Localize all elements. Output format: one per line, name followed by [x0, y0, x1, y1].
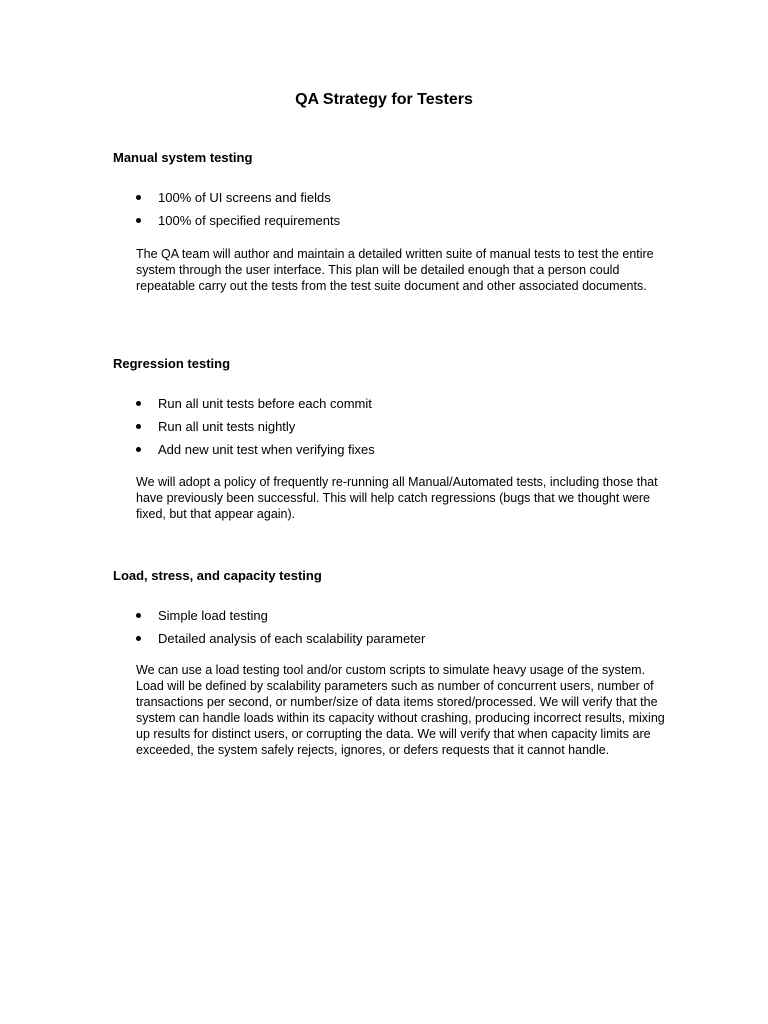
section-heading: Regression testing [113, 356, 231, 371]
bullet-item [136, 608, 425, 624]
bullet-icon [136, 218, 141, 223]
section-paragraph: The QA team will author and maintain a detailed written suite of manual tests to test the entire system through the user interface. This plan will be detailed enough that a person could repeatable carry out the tests from the test suite document and other associated documents. [136, 247, 654, 293]
bullet-text: Run all unit tests before each commit [158, 396, 372, 411]
bullet-text: Run all unit tests nightly [158, 419, 296, 434]
bullet-item [136, 419, 375, 435]
bullet-list [136, 608, 425, 654]
bullet-text: Detailed analysis of each scalability parameter [158, 631, 426, 646]
bullet-text: 100% of UI screens and fields [158, 190, 331, 205]
bullet-item [136, 631, 425, 647]
bullet-icon [136, 447, 141, 452]
bullet-icon [136, 636, 141, 641]
bullet-item [136, 442, 375, 458]
bullet-text: 100% of specified requirements [158, 213, 341, 228]
bullet-icon [136, 613, 141, 618]
bullet-list [136, 396, 375, 465]
bullet-item [136, 396, 375, 412]
bullet-icon [136, 424, 141, 429]
bullet-list [136, 190, 340, 236]
bullet-item [136, 213, 340, 229]
section-paragraph: We will adopt a policy of frequently re-running all Manual/Automated tests, including those that have previously been successful. This will help catch regressions (bugs that we thought were fixed, but that appear again). [136, 475, 658, 521]
bullet-icon [136, 195, 141, 200]
section-heading: Manual system testing [113, 150, 253, 165]
bullet-text: Simple load testing [158, 608, 268, 623]
bullet-text: Add new unit test when verifying fixes [158, 442, 375, 457]
section-heading: Load, stress, and capacity testing [113, 568, 322, 583]
bullet-item [136, 190, 340, 206]
document-title: QA Strategy for Testers [295, 91, 473, 108]
section-paragraph: We can use a load testing tool and/or custom scripts to simulate heavy usage of the system. Load will be defined by scalability parameters such as number of concurrent users, number of transactions per second, or number/size of data items stored/processed. We will verify that the system can handle loads within its capacity without crashing, producing incorrect results, mixing up results for distinct users, or corrupting the data. We will verify that when capacity limits are exceeded, the system safely rejects, ignores, or defers requests that it cannot handle. [136, 663, 665, 757]
bullet-icon [136, 401, 141, 406]
